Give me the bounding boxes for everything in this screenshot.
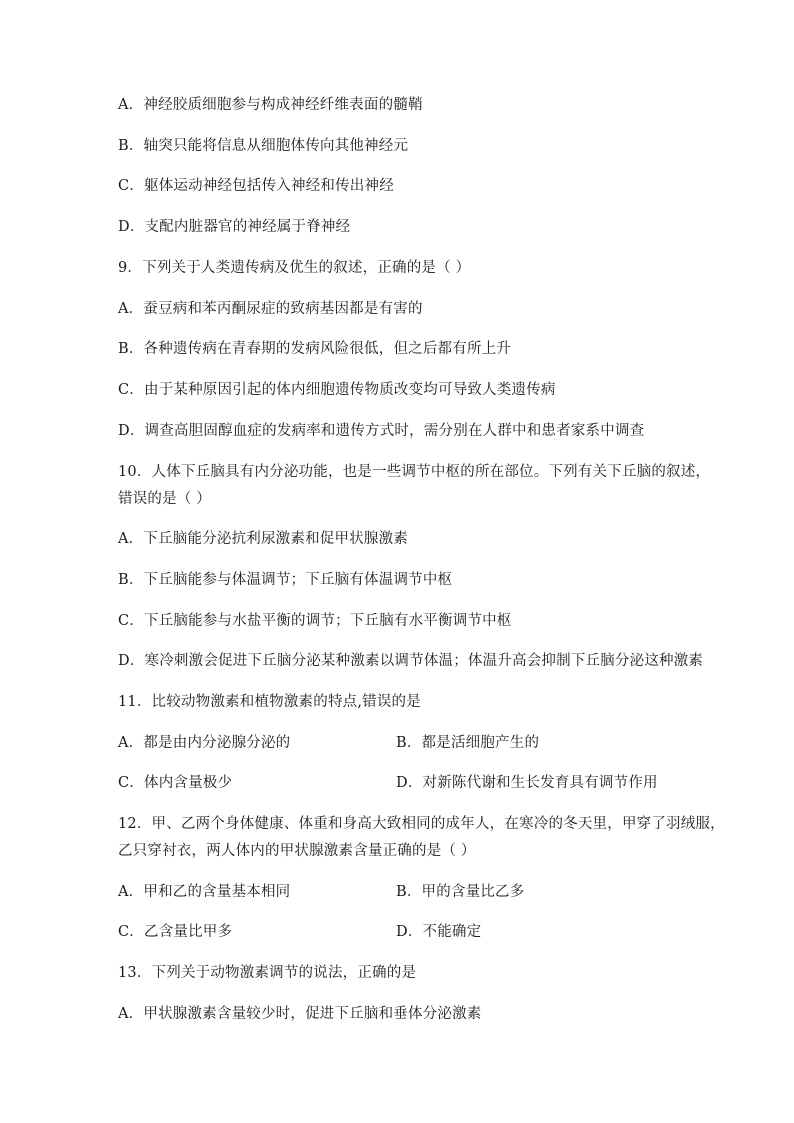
q11-option-b: B．都是活细胞产生的	[396, 735, 540, 751]
q12-option-c: C．乙含量比甲多	[118, 924, 233, 940]
q9-option-d: D．调查高胆固醇血症的发病率和遗传方式时，需分别在人群中和患者家系中调查	[118, 423, 645, 439]
q11-option-a: A．都是由内分泌腺分泌的	[118, 735, 291, 751]
q8-option-a: A．神经胶质细胞参与构成神经纤维表面的髓鞘	[118, 97, 423, 113]
q12-stem-line2: 乙只穿衬衣，两人体内的甲状腺激素含量正确的是（ ）	[118, 843, 476, 859]
q10-option-c: C．下丘脑能参与水盐平衡的调节；下丘脑有水平衡调节中枢	[118, 613, 512, 629]
q10-stem-line2: 错误的是（ ）	[118, 491, 212, 507]
q8-option-b: B．轴突只能将信息从细胞体传向其他神经元	[118, 138, 409, 154]
q12-option-d: D．不能确定	[396, 924, 482, 940]
q10-option-a: A．下丘脑能分泌抗利尿激素和促甲状腺激素	[118, 531, 408, 547]
q13-option-a: A．甲状腺激素含量较少时，促进下丘脑和垂体分泌激素	[118, 1006, 482, 1022]
q8-option-c: C．躯体运动神经包括传入神经和传出神经	[118, 178, 394, 194]
q12-stem-line1: 12．甲、乙两个身体健康、体重和身高大致相同的成年人，在寒冷的冬天里，甲穿了羽绒服，	[118, 816, 725, 832]
q10-stem-line1: 10．人体下丘脑具有内分泌功能，也是一些调节中枢的所在部位。下列有关下丘脑的叙述，	[118, 464, 711, 480]
q9-option-b: B．各种遗传病在青春期的发病风险很低，但之后都有所上升	[118, 341, 512, 357]
q11-option-d: D．对新陈代谢和生长发育具有调节作用	[396, 775, 658, 791]
q10-option-d: D．寒冷刺激会促进下丘脑分泌某种激素以调节体温；体温升高会抑制下丘脑分泌这种激素	[118, 653, 704, 669]
q9-option-a: A．蚕豆病和苯丙酮尿症的致病基因都是有害的	[118, 301, 423, 317]
q10-option-b: B．下丘脑能参与体温调节；下丘脑有体温调节中枢	[118, 572, 453, 588]
q12-option-b: B．甲的含量比乙多	[396, 884, 525, 900]
q11-option-c: C．体内含量极少	[118, 775, 233, 791]
q12-option-a: A．甲和乙的含量基本相同	[118, 884, 291, 900]
q13-stem: 13．下列关于动物激素调节的说法，正确的是	[118, 965, 417, 981]
q8-option-d: D．支配内脏器官的神经属于脊神经	[118, 219, 351, 235]
q9-stem: 9．下列关于人类遗传病及优生的叙述，正确的是（ ）	[118, 260, 471, 276]
q9-option-c: C．由于某种原因引起的体内细胞遗传物质改变均可导致人类遗传病	[118, 382, 556, 398]
q11-stem: 11．比较动物激素和植物激素的特点,错误的是	[118, 694, 421, 710]
